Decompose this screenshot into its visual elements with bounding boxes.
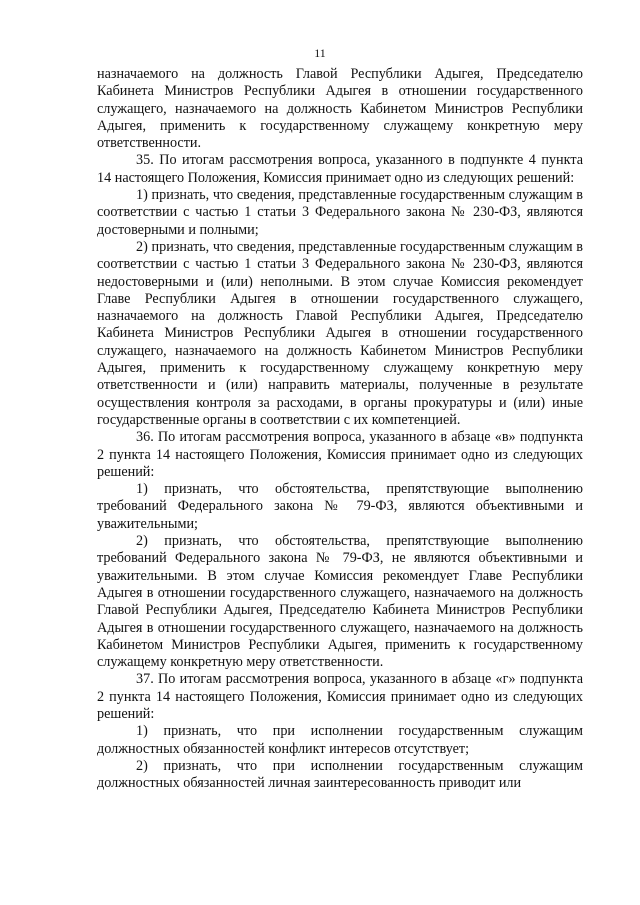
paragraph-continuation: назначаемого на должность Главой Республики Адыгея, Председателю Кабинета Министров Республики Адыгея в отношении государственного служащего, назначаемого на должность Кабинетом Министров Республики Адыгея, применить к государственному служащему конкретную меру ответственности. bbox=[97, 66, 583, 152]
paragraph-35-option-2: 2) признать, что сведения, представленные государственным служащим в соответствии с частью 1 статьи 3 Федерального закона № 230-ФЗ, являются недостоверными и (или) неполными. В этом случае Комиссия рекомендует Главе Республики Адыгея в отношении государственного служащего, назначаемого на должность Главой Республики Адыгея, Председателю Кабинета Министров Республики Адыгея в отношении государственного служащего, назначаемого на должность Кабинетом Министров Республики Адыгея, применить к государственному служащему конкретную меру ответственности и (или) направить материалы, полученные в результате осуществления контроля за расходами, в органы прокуратуры и (или) иные государственные органы в соответствии с их компетенцией. bbox=[97, 238, 583, 428]
paragraph-36-option-2: 2) признать, что обстоятельства, препятствующие выполнению требований Федерального закона № 79-ФЗ, не являются объективными и уважительными. В этом случае Комиссия рекомендует Главе Республики Адыгея в отношении государственного служащего, назначаемого на должность Главой Республики Адыгея, Председателю Кабинета Министров Республики Адыгея в отношении государственного служащего, назначаемого на должность Кабинетом Министров Республики Адыгея, применить к государственному служащему конкретную меру ответственности. bbox=[97, 533, 583, 671]
body-text bbox=[97, 66, 583, 792]
page-number: 11 bbox=[314, 46, 326, 60]
paragraph-item-37: 37. По итогам рассмотрения вопроса, указанного в абзаце «г» подпункта 2 пункта 14 настоящего Положения, Комиссия принимает одно из следующих решений: bbox=[97, 671, 583, 722]
paragraph-35-option-1: 1) признать, что сведения, представленные государственным служащим в соответствии с частью 1 статьи 3 Федерального закона № 230-ФЗ, являются достоверными и полными; bbox=[97, 187, 583, 238]
paragraph-36-option-1: 1) признать, что обстоятельства, препятствующие выполнению требований Федерального закона № 79-ФЗ, являются объективными и уважительными; bbox=[97, 481, 583, 532]
paragraph-37-option-1: 1) признать, что при исполнении государственным служащим должностных обязанностей конфликт интересов отсутствует; bbox=[97, 723, 583, 757]
paragraph-item-35: 35. По итогам рассмотрения вопроса, указанного в подпункте 4 пункта 14 настоящего Положения, Комиссия принимает одно из следующих решений: bbox=[97, 152, 583, 186]
paragraph-item-36: 36. По итогам рассмотрения вопроса, указанного в абзаце «в» подпункта 2 пункта 14 настоящего Положения, Комиссия принимает одно из следующих решений: bbox=[97, 429, 583, 480]
paragraph-37-option-2: 2) признать, что при исполнении государственным служащим должностных обязанностей личная заинтересованность приводит или bbox=[97, 757, 583, 792]
